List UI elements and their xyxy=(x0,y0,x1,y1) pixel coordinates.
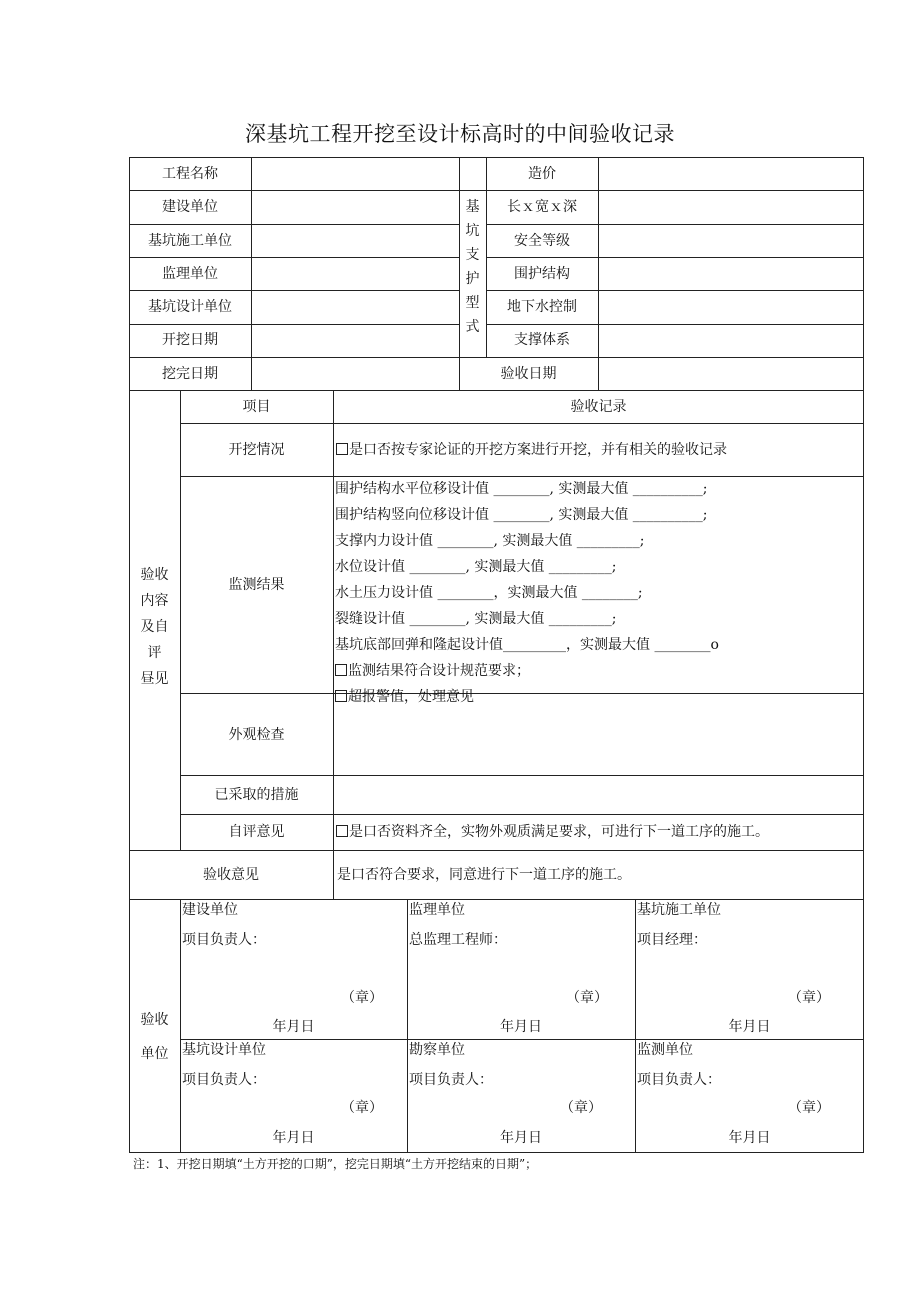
unit-role-construction[interactable]: 项目经理： xyxy=(637,932,707,948)
unit-date-survey[interactable]: 年月日 xyxy=(500,1130,542,1146)
label-measures-taken: 已采取的措施 xyxy=(214,787,299,803)
unit-date-supervision[interactable]: 年月日 xyxy=(500,1019,542,1035)
unit-role-supervision[interactable]: 总监理工程师： xyxy=(409,932,507,948)
unit-role-design[interactable]: 项目负责人： xyxy=(182,1072,266,1088)
col-header-record: 验收记录 xyxy=(570,399,627,415)
label-excavation-status: 开挖情况 xyxy=(228,442,285,458)
label-cost: 造价 xyxy=(528,166,556,182)
unit-date-owner[interactable]: 年月日 xyxy=(272,1019,315,1035)
unit-date-monitoring[interactable]: 年月日 xyxy=(728,1130,771,1146)
unit-role-owner[interactable]: 项目负责人： xyxy=(182,932,266,948)
checkbox-icon[interactable] xyxy=(336,825,348,837)
monitoring-check-line[interactable]: 监测结果符合设计规范要求； xyxy=(335,663,861,689)
label-bracing-system: 支撑体系 xyxy=(514,332,570,348)
col-header-item: 项目 xyxy=(242,399,271,415)
label-retaining-structure: 围护结构 xyxy=(514,266,570,282)
page-title: 深基坑工程开挖至设计标高时的中间验收记录 xyxy=(245,122,675,146)
monitoring-line[interactable]: 围护结构水平位移设计值 ________, 实测最大值 __________; xyxy=(335,481,708,497)
monitoring-line[interactable]: 水土压力设计值 ________，实测最大值 ________; xyxy=(335,585,643,601)
acceptance-units-label: 验收 单位 xyxy=(140,1012,169,1062)
monitoring-check-line[interactable]: 超报警值，处理意见 xyxy=(335,689,861,715)
monitoring-line[interactable]: 水位设计值 ________, 实测最大值 _________; xyxy=(335,559,617,575)
unit-seal-survey: （章） xyxy=(560,1100,602,1116)
label-safety-grade: 安全等级 xyxy=(514,233,570,249)
checkbox-icon[interactable] xyxy=(335,664,347,676)
label-dimensions: 长ｘ宽ｘ深 xyxy=(507,199,577,215)
unit-seal-construction: （章） xyxy=(788,990,830,1006)
unit-seal-supervision: （章） xyxy=(566,990,608,1006)
unit-name-construction: 基坑施工单位 xyxy=(637,902,721,918)
label-completion-date: 挖完日期 xyxy=(162,366,218,382)
label-monitoring-results: 监测结果 xyxy=(228,577,285,593)
label-appearance-check: 外观检查 xyxy=(228,727,285,743)
unit-date-design[interactable]: 年月日 xyxy=(272,1130,315,1146)
unit-seal-owner: （章） xyxy=(341,990,383,1006)
label-supervision-unit: 监理单位 xyxy=(162,266,218,282)
unit-seal-design: （章） xyxy=(341,1100,383,1116)
label-design-unit: 基坑设计单位 xyxy=(148,299,232,315)
checkbox-icon[interactable] xyxy=(336,443,348,455)
acceptance-opinion-record[interactable]: 是口否符合要求，同意进行下一道工序的施工。 xyxy=(337,867,631,883)
unit-seal-monitoring: （章） xyxy=(788,1100,830,1116)
monitoring-results-record xyxy=(335,481,861,705)
unit-name-survey: 勘察单位 xyxy=(409,1042,465,1058)
monitoring-line[interactable]: 裂缝设计值 ________, 实测最大值 _________; xyxy=(335,611,617,627)
label-acceptance-opinion: 验收意见 xyxy=(203,867,259,883)
label-groundwater-control: 地下水控制 xyxy=(507,299,577,315)
label-owner-unit: 建设单位 xyxy=(162,199,218,215)
label-self-evaluation: 自评意见 xyxy=(228,824,285,840)
monitoring-line[interactable]: 支撑内力设计值 ________, 实测最大值 _________; xyxy=(335,533,645,549)
unit-name-monitoring: 监测单位 xyxy=(637,1042,693,1058)
unit-name-supervision: 监理单位 xyxy=(409,902,465,918)
label-construction-unit: 基坑施工单位 xyxy=(148,233,232,249)
label-acceptance-date: 验收日期 xyxy=(500,366,557,382)
label-excavation-date: 开挖日期 xyxy=(162,332,218,348)
monitoring-line[interactable]: 基坑底部回弹和隆起设计值_________，实测最大值 ________o xyxy=(335,637,719,653)
self-evaluation-record[interactable]: 是口否资料齐全，实物外观质满足要求，可进行下一道工序的施工。 xyxy=(336,824,769,840)
unit-role-survey[interactable]: 项目负责人： xyxy=(409,1072,493,1088)
monitoring-line[interactable]: 围护结构竖向位移设计值 ________, 实测最大值 __________; xyxy=(335,507,708,523)
footnote: 注：1、开挖日期填“土方开挖的口期”，挖完日期填“土方开挖结束的日期”； xyxy=(133,1157,538,1171)
label-project-name: 工程名称 xyxy=(162,166,218,182)
unit-role-monitoring[interactable]: 项目负责人： xyxy=(637,1072,721,1088)
inspection-section-label: 验收 内容 及自 评 昼见 xyxy=(140,567,169,687)
support-type-label: 基 坑 支 护 型 式 xyxy=(465,199,480,335)
unit-name-owner: 建设单位 xyxy=(182,902,238,918)
unit-date-construction[interactable]: 年月日 xyxy=(728,1019,771,1035)
checkbox-icon[interactable] xyxy=(335,690,347,702)
unit-name-design: 基坑设计单位 xyxy=(182,1042,266,1058)
excavation-status-record[interactable]: 是口否按专家论证的开挖方案进行开挖，并有相关的验收记录 xyxy=(336,442,727,458)
